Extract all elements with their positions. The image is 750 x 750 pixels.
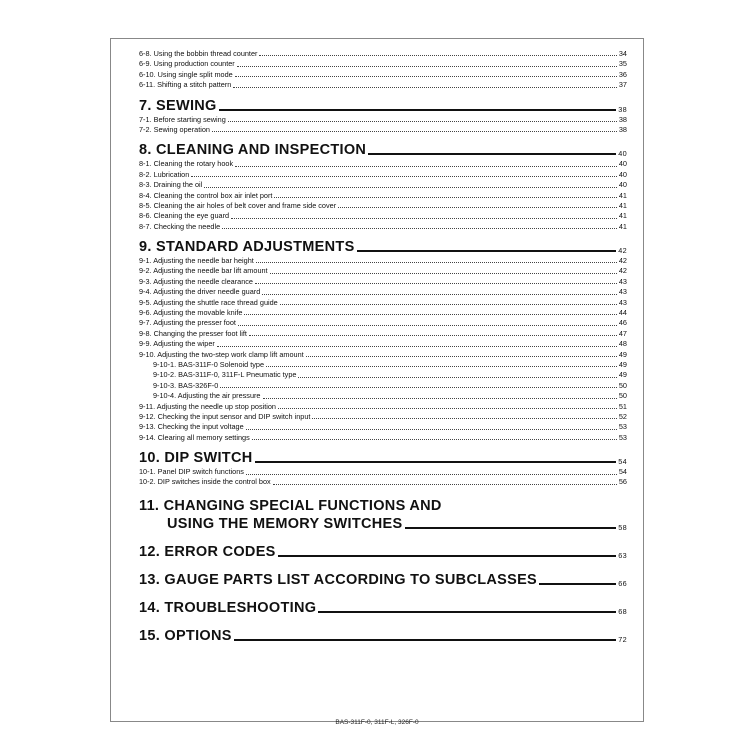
toc-entry-label: 8-2. Lubrication (139, 169, 190, 179)
leader-dots (222, 228, 617, 229)
section-heading-page-number: 54 (618, 457, 627, 467)
major-section-heading-page-number: 58 (618, 522, 627, 532)
toc-entry-label: 9-7. Adjusting the presser foot (139, 318, 236, 328)
leader-dots (368, 153, 616, 155)
toc-entry-page-number: 53 (618, 432, 627, 442)
toc-entry-page-number: 56 (618, 477, 627, 487)
toc-entry-page-number: 42 (618, 266, 627, 276)
major-section (139, 543, 627, 561)
toc-entry-label: 10-2. DIP switches inside the control box (139, 477, 271, 487)
toc-entry-page-number: 40 (618, 180, 627, 190)
toc-entry (139, 266, 627, 276)
section-heading-label: 10. DIP SWITCH (139, 450, 253, 467)
leader-dots (278, 408, 617, 409)
toc-entry (139, 467, 627, 477)
major-section-heading-label: 15. OPTIONS (139, 627, 232, 644)
major-section (139, 571, 627, 589)
toc-entry (139, 287, 627, 297)
toc-entry-label: 8-1. Cleaning the rotary hook (139, 159, 234, 169)
leader-dots (312, 418, 616, 419)
toc-entry-page-number: 43 (618, 297, 627, 307)
leader-dots (298, 377, 616, 378)
toc-entry-label: 9-13. Checking the input voltage (139, 422, 244, 432)
toc-entry (139, 339, 627, 349)
toc-entry (139, 298, 627, 308)
section-heading (139, 141, 627, 159)
toc-subentry-label: 9-10-1. BAS-311F-0 Solenoid type (153, 359, 265, 369)
toc-entry (139, 170, 627, 180)
toc-entry-label: 9-2. Adjusting the needle bar lift amount (139, 266, 268, 276)
major-section (139, 627, 627, 645)
leader-dots (246, 474, 617, 475)
section-heading-label: 9. STANDARD ADJUSTMENTS (139, 239, 355, 256)
leader-dots (238, 325, 617, 326)
major-section-heading-page-number: 63 (618, 550, 627, 560)
section-heading (139, 449, 627, 467)
major-section-heading-page-number: 68 (618, 606, 627, 616)
leader-dots (256, 262, 617, 263)
major-section (139, 599, 627, 617)
toc-entry (139, 70, 627, 80)
toc-entry-page-number: 54 (618, 467, 627, 477)
leader-dots (405, 527, 617, 529)
leader-dots (539, 583, 616, 585)
toc-entry (139, 191, 627, 201)
toc-entry-label: 9-10. Adjusting the two-step work clamp lift amount (139, 349, 304, 359)
toc-subentry (139, 391, 627, 401)
toc-entry-label: 8-7. Checking the needle (139, 221, 221, 231)
section-heading-label: 7. SEWING (139, 97, 217, 114)
toc-entry-page-number: 41 (618, 211, 627, 221)
toc-subentry-label: 9-10-3. BAS-326F-0 (153, 380, 219, 390)
toc-entry-page-number: 44 (618, 308, 627, 318)
toc-subentry (139, 360, 627, 370)
toc-entry (139, 412, 627, 422)
toc-entry-label: 6-10. Using single split mode (139, 69, 233, 79)
major-section-heading (139, 627, 627, 645)
leader-dots (220, 387, 617, 388)
leader-dots (266, 366, 617, 367)
toc-subentry-page-number: 50 (618, 380, 627, 390)
toc-entry-label: 9-3. Adjusting the needle clearance (139, 276, 253, 286)
page-footer: BAS-311F-0, 311F-L, 326F-0 (335, 719, 419, 726)
leader-dots (249, 335, 617, 336)
major-section-heading-page-number: 66 (618, 578, 627, 588)
leader-dots (235, 166, 617, 167)
leader-dots (262, 294, 617, 295)
toc-entry-page-number: 51 (618, 401, 627, 411)
toc-subentry (139, 370, 627, 380)
section-heading-label: 8. CLEANING AND INSPECTION (139, 142, 367, 159)
toc-subentry-label: 9-10-2. BAS-311F-0, 311F-L Pneumatic type (153, 370, 297, 380)
toc-subentry-label: 9-10-4. Adjusting the air pressure (153, 391, 261, 401)
toc-entry-label: 8-3. Draining the oil (139, 180, 203, 190)
toc-entry-page-number: 37 (618, 80, 627, 90)
toc-subentry (139, 381, 627, 391)
toc-entry (139, 211, 627, 221)
toc-entry-page-number: 38 (618, 124, 627, 134)
section-heading-page-number: 42 (618, 246, 627, 256)
toc-entry (139, 115, 627, 125)
toc-entry-label: 10-1. Panel DIP switch functions (139, 467, 244, 477)
toc-entry (139, 318, 627, 328)
major-section-heading (139, 515, 627, 533)
leader-dots (252, 439, 617, 440)
leader-dots (263, 398, 617, 399)
leader-dots (270, 273, 617, 274)
leader-dots (228, 121, 617, 122)
toc-entry (139, 433, 627, 443)
leader-dots (274, 197, 616, 198)
toc-entry-page-number: 34 (618, 48, 627, 58)
toc-entry-page-number: 38 (618, 114, 627, 124)
toc-entry (139, 125, 627, 135)
toc-entry-page-number: 43 (618, 287, 627, 297)
toc-entry (139, 350, 627, 360)
leader-dots (255, 283, 617, 284)
toc-entry-page-number: 43 (618, 276, 627, 286)
toc-entry-page-number: 41 (618, 221, 627, 231)
toc-entry (139, 256, 627, 266)
leader-dots (255, 461, 617, 463)
leader-dots (306, 356, 617, 357)
toc-entry-label: 9-6. Adjusting the movable knife (139, 308, 243, 318)
toc-entry (139, 180, 627, 190)
toc-entry (139, 478, 627, 488)
leader-dots (280, 304, 617, 305)
toc-entry-page-number: 40 (618, 159, 627, 169)
leader-dots (233, 87, 617, 88)
toc-entry-label: 7-2. Sewing operation (139, 124, 210, 134)
toc-entry-label: 9-14. Clearing all memory settings (139, 432, 250, 442)
toc-entry-label: 8-5. Cleaning the air holes of belt cover and frame side cover (139, 200, 337, 210)
major-section-heading-label: USING THE MEMORY SWITCHES (167, 515, 403, 532)
major-section-heading-label: 13. GAUGE PARTS LIST ACCORDING TO SUBCLASSES (139, 571, 538, 588)
toc-entry-label: 9-1. Adjusting the needle bar height (139, 256, 254, 266)
toc-entry-label: 9-5. Adjusting the shuttle race thread guide (139, 297, 278, 307)
toc-entry-label: 9-9. Adjusting the wiper (139, 339, 215, 349)
toc-entry (139, 80, 627, 90)
leader-dots (191, 176, 617, 177)
section-heading-page-number: 38 (618, 104, 627, 114)
toc-entry-page-number: 47 (618, 328, 627, 338)
leader-dots (357, 250, 617, 252)
toc-entry-page-number: 48 (618, 339, 627, 349)
toc-entry-page-number: 52 (618, 411, 627, 421)
toc-entry (139, 308, 627, 318)
toc-entry-label: 6-8. Using the bobbin thread counter (139, 48, 258, 58)
major-section-heading-page-number: 72 (618, 634, 627, 644)
toc-entry (139, 159, 627, 169)
toc-entry-label: 9-11. Adjusting the needle up stop position (139, 401, 276, 411)
leader-dots (237, 66, 617, 67)
leader-dots (219, 109, 617, 111)
toc-entry-label: 7-1. Before starting sewing (139, 114, 226, 124)
toc-entry (139, 277, 627, 287)
leader-dots (234, 639, 617, 641)
leader-dots (204, 187, 617, 188)
leader-dots (259, 55, 616, 56)
toc-entry-label: 9-12. Checking the input sensor and DIP switch input (139, 411, 311, 421)
leader-dots (273, 484, 617, 485)
major-section-title-line1: 11. CHANGING SPECIAL FUNCTIONS AND (139, 497, 442, 514)
toc-entry-page-number: 35 (618, 59, 627, 69)
leader-dots (318, 611, 616, 613)
toc-entry-label: 6-11. Shifting a stitch pattern (139, 80, 232, 90)
section-heading (139, 238, 627, 256)
leader-dots (278, 555, 617, 557)
toc-entry-page-number: 36 (618, 69, 627, 79)
leader-dots (338, 207, 617, 208)
leader-dots (235, 76, 617, 77)
toc-entry (139, 59, 627, 69)
section-heading-page-number: 40 (618, 149, 627, 159)
major-section-heading (139, 599, 627, 617)
toc-entry-label: 9-8. Changing the presser foot lift (139, 328, 247, 338)
leader-dots (231, 218, 617, 219)
toc-entry-page-number: 53 (618, 422, 627, 432)
toc-entry (139, 222, 627, 232)
toc-subentry-page-number: 50 (618, 391, 627, 401)
toc-entry-page-number: 49 (618, 349, 627, 359)
toc-entry (139, 422, 627, 432)
toc-entry-label: 9-4. Adjusting the driver needle guard (139, 287, 261, 297)
toc-entry (139, 329, 627, 339)
toc-subentry-page-number: 49 (618, 370, 627, 380)
leader-dots (212, 131, 617, 132)
toc-entry-label: 8-6. Cleaning the eye guard (139, 211, 230, 221)
leader-dots (246, 429, 617, 430)
leader-dots (244, 314, 616, 315)
toc-entry (139, 402, 627, 412)
document-page (110, 38, 644, 726)
major-section-heading-label: 14. TROUBLESHOOTING (139, 599, 317, 616)
toc-entry-page-number: 41 (618, 200, 627, 210)
toc-entry-page-number: 40 (618, 169, 627, 179)
toc-entry (139, 49, 627, 59)
leader-dots (217, 346, 617, 347)
toc-entry-page-number: 41 (618, 190, 627, 200)
major-section (139, 498, 627, 533)
toc-entry-page-number: 42 (618, 256, 627, 266)
table-of-contents (139, 49, 627, 645)
section-heading (139, 97, 627, 115)
toc-entry (139, 201, 627, 211)
major-section-heading (139, 571, 627, 589)
major-section-heading-label: 12. ERROR CODES (139, 543, 276, 560)
toc-entry-label: 6-9. Using production counter (139, 59, 235, 69)
toc-entry-page-number: 46 (618, 318, 627, 328)
toc-entry-label: 8-4. Cleaning the control box air inlet port (139, 190, 273, 200)
toc-subentry-page-number: 49 (618, 359, 627, 369)
major-section-heading (139, 543, 627, 561)
